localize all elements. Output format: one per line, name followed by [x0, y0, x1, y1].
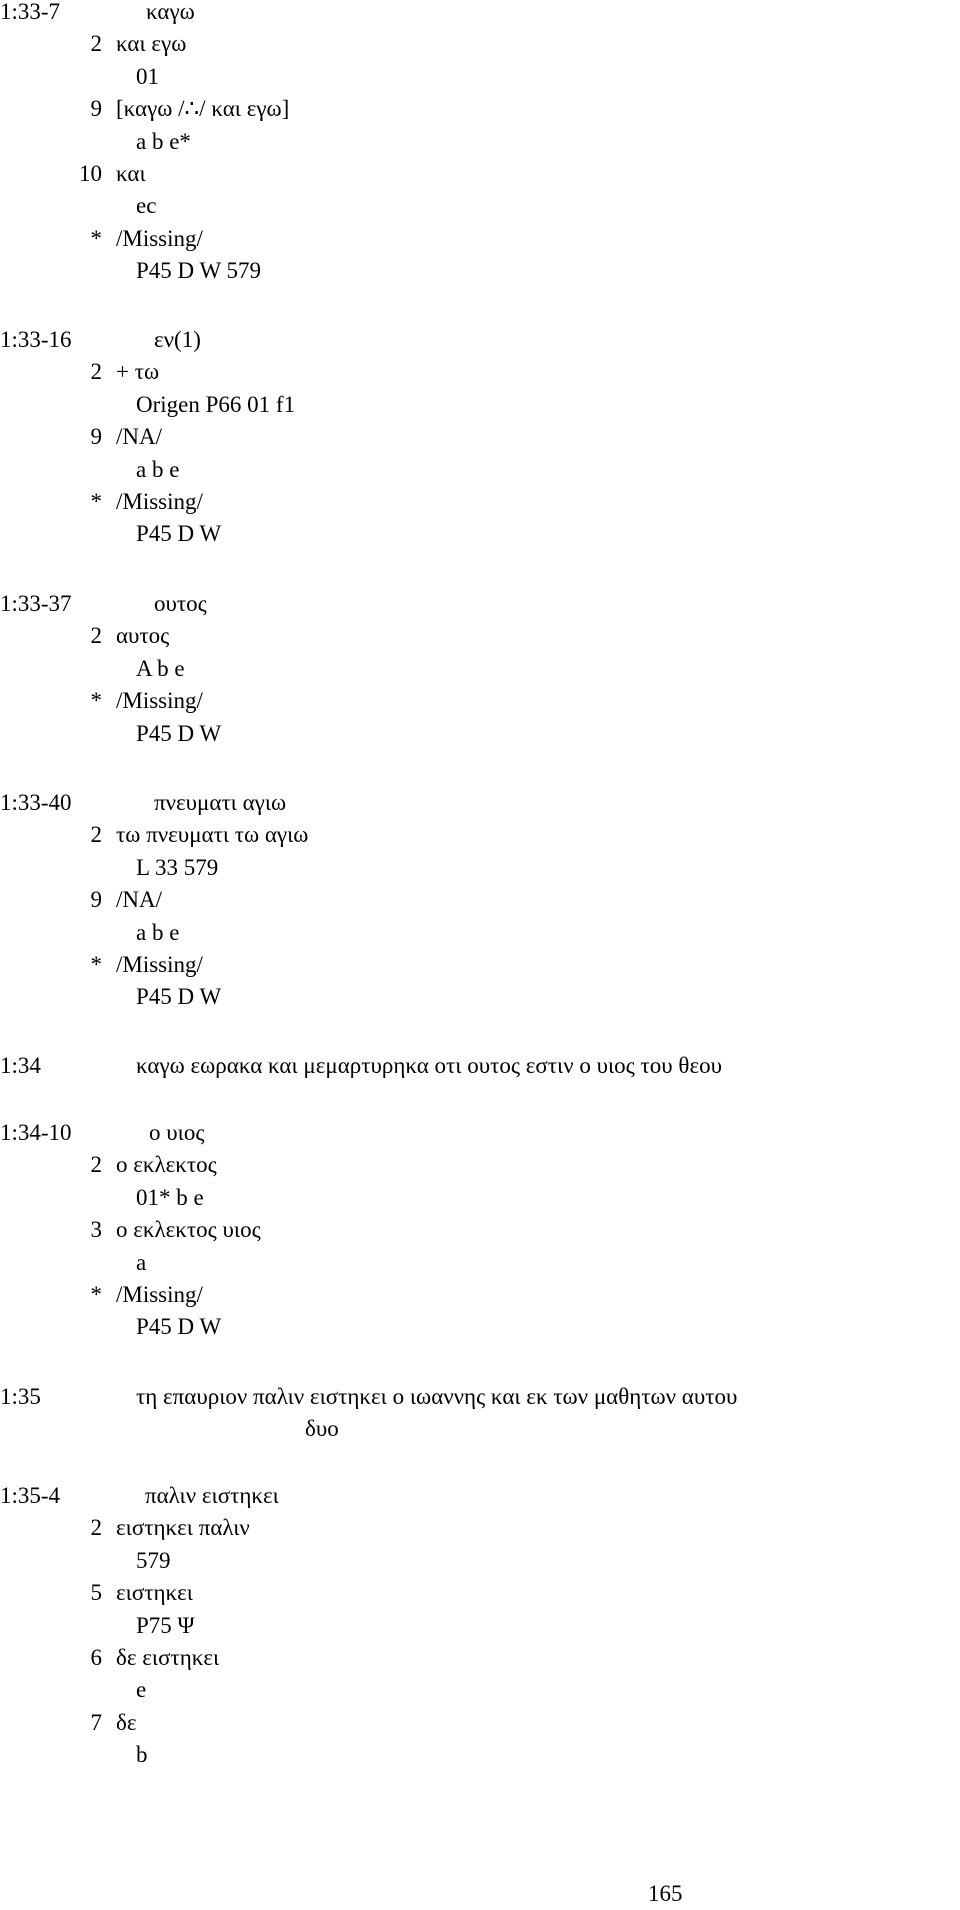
- witness-list: [0, 518, 960, 550]
- variant-text: δε: [116, 1709, 137, 1735]
- verse-reference: 1:33-7: [0, 0, 61, 24]
- variant-text: /NA/: [116, 424, 162, 450]
- variant-text: τω πνευματι τω αγιω: [116, 822, 309, 848]
- lemma: ο υιος: [149, 1120, 205, 1145]
- variant-text: /Missing/: [116, 951, 203, 977]
- variant-text: ο εκλεκτος: [116, 1152, 217, 1178]
- witnesses: A b e: [136, 655, 185, 681]
- variant-reading: [0, 884, 960, 916]
- witnesses: Origen P66 01 f1: [136, 391, 296, 417]
- variant-text: δε ειστηκει: [116, 1644, 220, 1670]
- variant-text: [καγω /∴/ και εγω]: [116, 96, 290, 122]
- page-number: 165: [648, 1881, 683, 1906]
- variant-reading: [0, 93, 960, 125]
- verse-reference: 1:33-40: [0, 790, 72, 815]
- variant-reading: [0, 1642, 960, 1674]
- variant-number: 2: [90, 31, 102, 57]
- variant-reading: [0, 1707, 960, 1739]
- variant-number: *: [90, 688, 102, 714]
- variant-reading: [0, 620, 960, 652]
- variant-reading: [0, 486, 960, 518]
- variant-number: 2: [90, 822, 102, 848]
- variant-reading: [0, 28, 960, 60]
- witness-list: [0, 981, 960, 1013]
- verse-entry: [0, 1381, 960, 1446]
- verse-reference: 1:35: [0, 1384, 41, 1409]
- witnesses: 01* b e: [136, 1184, 204, 1210]
- variant-number: 2: [90, 1515, 102, 1541]
- variant-reading: [0, 1512, 960, 1544]
- verse-reference: 1:35-4: [0, 1483, 61, 1508]
- lemma: παλιν ειστηκει: [145, 1483, 279, 1508]
- variant-reading: [0, 1279, 960, 1311]
- variant-text: /Missing/: [116, 1281, 203, 1307]
- witness-list: [0, 917, 960, 949]
- variant-text: και: [116, 160, 146, 186]
- variant-reading: [0, 685, 960, 717]
- variant-text: αυτος: [116, 623, 170, 649]
- witnesses: a b e: [136, 919, 180, 945]
- witness-list: [0, 126, 960, 158]
- witness-list: [0, 852, 960, 884]
- verse-line: [0, 1050, 960, 1082]
- lemma: ουτος: [154, 591, 207, 616]
- variant-number: 9: [90, 424, 102, 450]
- entry-header: [0, 588, 960, 620]
- verse-line: [0, 1381, 960, 1413]
- variant-reading: [0, 421, 960, 453]
- witnesses: P45 D W 579: [136, 258, 262, 284]
- apparatus-entry: [0, 1117, 960, 1344]
- lemma: εν(1): [154, 327, 201, 352]
- witness-list: [0, 653, 960, 685]
- verse-text: τη επαυριον παλιν ειστηκει ο ιωαννης και εκ των μαθητων αυτου: [136, 1384, 738, 1409]
- variant-number: *: [90, 225, 102, 251]
- lemma: καγω: [146, 0, 195, 24]
- witnesses: 579: [136, 1547, 171, 1573]
- witness-list: [0, 389, 960, 421]
- witness-list: [0, 454, 960, 486]
- apparatus-entry: [0, 0, 960, 288]
- variant-number: 7: [90, 1709, 102, 1735]
- witnesses: a b e*: [136, 128, 191, 154]
- verse-entry: [0, 1050, 960, 1082]
- witness-list: [0, 61, 960, 93]
- witnesses: P45 D W: [136, 984, 222, 1010]
- witness-list: [0, 1247, 960, 1279]
- variant-number: 2: [90, 359, 102, 385]
- witnesses: b: [136, 1742, 148, 1768]
- verse-line-continued: [0, 1413, 960, 1445]
- witnesses: a: [136, 1249, 147, 1275]
- entry-header: [0, 0, 960, 28]
- variant-reading: [0, 1149, 960, 1181]
- verse-reference: 1:34: [0, 1053, 41, 1078]
- variant-text: /Missing/: [116, 688, 203, 714]
- entry-header: [0, 324, 960, 356]
- verse-reference: 1:34-10: [0, 1120, 72, 1145]
- witnesses: 01: [136, 63, 159, 89]
- apparatus-entry: [0, 588, 960, 750]
- variant-reading: [0, 223, 960, 255]
- variant-reading: [0, 819, 960, 851]
- variant-number: *: [90, 1281, 102, 1307]
- variant-number: 2: [90, 1152, 102, 1178]
- witnesses: P45 D W: [136, 1314, 222, 1340]
- variant-number: 9: [90, 96, 102, 122]
- verse-text: καγω εωρακα και μεμαρτυρηκα οτι ουτος εστιν ο υιος του θεου: [136, 1053, 722, 1078]
- witness-list: [0, 1182, 960, 1214]
- variant-number: 5: [90, 1580, 102, 1606]
- variant-text: ειστηκει: [116, 1580, 193, 1606]
- witness-list: [0, 1545, 960, 1577]
- variant-reading: [0, 356, 960, 388]
- apparatus-entry: [0, 1480, 960, 1772]
- witnesses: ec: [136, 193, 157, 219]
- witness-list: [0, 1610, 960, 1642]
- variant-number: *: [90, 488, 102, 514]
- variant-reading: [0, 158, 960, 190]
- verse-reference: 1:33-16: [0, 327, 72, 352]
- variant-text: + τω: [116, 359, 160, 385]
- variant-reading: [0, 1577, 960, 1609]
- lemma: πνευματι αγιω: [154, 790, 287, 815]
- variant-number: 10: [79, 160, 102, 186]
- variant-reading: [0, 1214, 960, 1246]
- entry-header: [0, 787, 960, 819]
- variant-text: και εγω: [116, 31, 187, 57]
- witnesses: a b e: [136, 456, 180, 482]
- variant-text: ειστηκει παλιν: [116, 1515, 250, 1541]
- witness-list: [0, 255, 960, 287]
- variant-number: 9: [90, 887, 102, 913]
- verse-reference: 1:33-37: [0, 591, 72, 616]
- variant-reading: [0, 949, 960, 981]
- witness-list: [0, 190, 960, 222]
- variant-text: ο εκλεκτος υιος: [116, 1217, 261, 1243]
- variant-number: 3: [90, 1217, 102, 1243]
- variant-number: 2: [90, 623, 102, 649]
- witness-list: [0, 1739, 960, 1771]
- witness-list: [0, 1674, 960, 1706]
- entry-header: [0, 1480, 960, 1512]
- witnesses: e: [136, 1677, 147, 1703]
- variant-text: /Missing/: [116, 225, 203, 251]
- variant-number: 6: [90, 1644, 102, 1670]
- variant-text: /Missing/: [116, 488, 203, 514]
- witnesses: P45 D W: [136, 521, 222, 547]
- apparatus-entry: [0, 324, 960, 551]
- apparatus-entry: [0, 787, 960, 1014]
- witnesses: P45 D W: [136, 720, 222, 746]
- witness-list: [0, 718, 960, 750]
- variant-number: *: [90, 951, 102, 977]
- witnesses: P75 Ψ: [136, 1612, 195, 1638]
- verse-text-continued: δυο: [305, 1416, 339, 1442]
- witness-list: [0, 1311, 960, 1343]
- variant-text: /NA/: [116, 887, 162, 913]
- witnesses: L 33 579: [136, 854, 219, 880]
- entry-header: [0, 1117, 960, 1149]
